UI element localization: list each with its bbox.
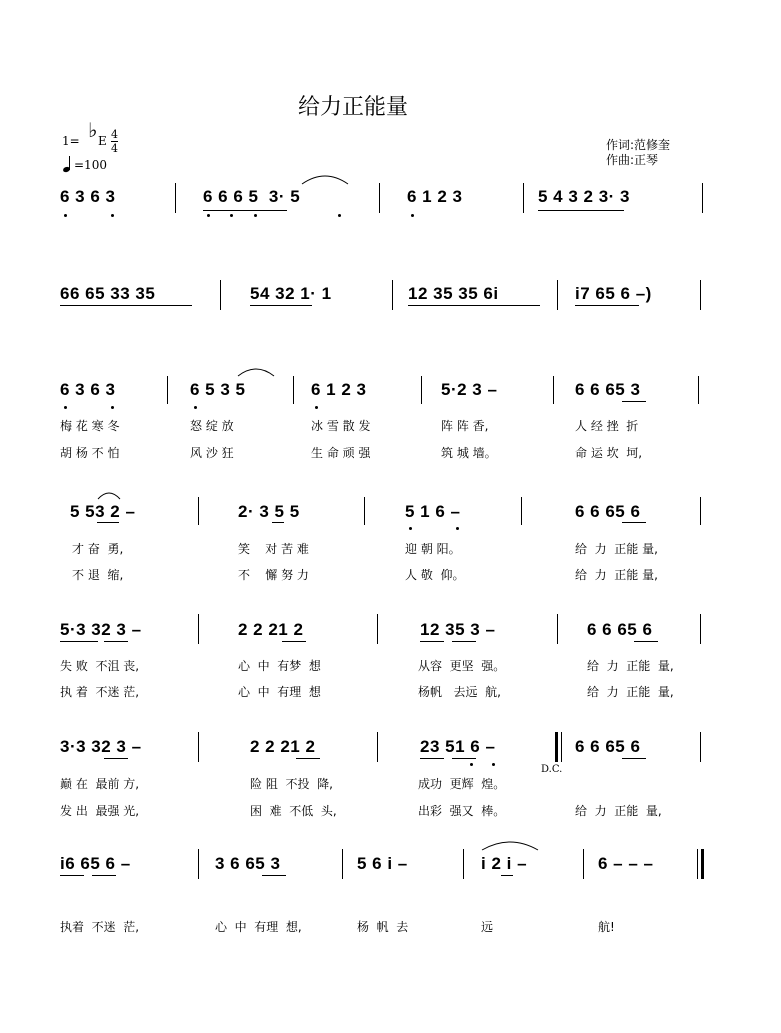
underline <box>60 641 98 642</box>
barline <box>583 849 584 879</box>
low-dot <box>456 527 459 530</box>
dc-mark: D.C. <box>541 764 563 775</box>
underline <box>104 641 128 642</box>
slur <box>96 490 122 500</box>
lyric-line-2: 不 懈 努 力 <box>238 568 309 582</box>
barline <box>392 280 393 310</box>
measure: 12 35 3 – <box>420 620 496 639</box>
tempo-value: =100 <box>74 158 107 172</box>
measure: 5·3 32 3 – <box>60 620 142 639</box>
lyric-line-2: 给 力 正能 量, <box>575 568 658 582</box>
lyric-line-2: 杨帆 去远 航, <box>418 685 501 699</box>
lyricist-credit: 作词:范修奎 <box>606 138 671 152</box>
measure: 2· 3 5 5 <box>238 502 300 521</box>
lyric-line-1: 巅 在 最前 方, <box>60 777 140 791</box>
low-dot <box>207 214 210 217</box>
low-dot <box>230 214 233 217</box>
underline <box>203 210 287 211</box>
barline <box>700 732 701 762</box>
lyric-line-1: 杨 帆 去 <box>357 920 409 934</box>
barline <box>421 376 422 404</box>
lyric-line-2: 出彩 强又 棒。 <box>418 804 506 818</box>
barline <box>198 849 199 879</box>
lyric-line-2: 给 力 正能 量, <box>587 685 674 699</box>
barline <box>220 280 221 310</box>
low-dot <box>111 214 114 217</box>
lyric-line-2: 人 敬 仰。 <box>405 568 465 582</box>
measure: i7 65 6 –) <box>575 284 652 303</box>
lyric-line-1: 怒 绽 放 <box>190 419 234 433</box>
underline <box>575 305 639 306</box>
low-dot <box>315 406 318 409</box>
underline <box>452 641 476 642</box>
measure: 2 2 21 2 <box>250 737 316 756</box>
slur <box>236 366 276 378</box>
lyric-line-2: 给 力 正能 量, <box>575 804 662 818</box>
slur <box>300 172 350 186</box>
measure: 6 3 6 3 <box>60 187 116 206</box>
measure: 5 53 2 – <box>70 502 136 521</box>
underline <box>501 875 513 876</box>
measure: 5 6 i – <box>357 854 408 873</box>
time-signature <box>111 128 118 155</box>
time-bottom: 4 <box>111 142 118 155</box>
key-letter: E <box>98 134 107 148</box>
thick-barline <box>555 732 558 762</box>
lyric-line-1: 成功 更辉 煌。 <box>418 777 506 791</box>
low-dot <box>492 763 495 766</box>
low-dot <box>254 214 257 217</box>
low-dot <box>338 214 341 217</box>
barline <box>700 280 701 310</box>
lyric-line-1: 迎 朝 阳。 <box>405 542 461 556</box>
underline <box>622 401 646 402</box>
quarter-note-icon <box>62 156 74 172</box>
barline <box>198 614 199 644</box>
underline <box>420 758 444 759</box>
lyric-line-1: 梅 花 寒 冬 <box>60 419 120 433</box>
barline <box>364 497 365 525</box>
measure: 6 – – – <box>598 854 654 873</box>
underline <box>97 522 119 523</box>
lyric-line-2: 执 着 不迷 茫, <box>60 685 140 699</box>
barline <box>521 497 522 525</box>
lyric-line-2: 命 运 坎 坷, <box>575 446 643 460</box>
measure: 6 1 2 3 <box>407 187 463 206</box>
barline <box>342 849 343 879</box>
measure: 6 5 3 5 <box>190 380 246 399</box>
barline <box>175 183 176 213</box>
barline <box>377 732 378 762</box>
underline <box>634 641 658 642</box>
lyric-line-1: 从容 更坚 强。 <box>418 659 506 673</box>
lyric-line-2: 发 出 最强 光, <box>60 804 140 818</box>
measure: 6 6 65 6 <box>575 737 641 756</box>
final-barline <box>701 849 704 879</box>
slur <box>480 838 540 852</box>
low-dot <box>411 214 414 217</box>
underline <box>60 875 84 876</box>
lyric-line-1: 心 中 有梦 想 <box>238 659 321 673</box>
key-prefix: 1= <box>62 134 80 148</box>
low-dot <box>64 406 67 409</box>
measure: 2 2 21 2 <box>238 620 304 639</box>
barline <box>523 183 524 213</box>
barline <box>198 497 199 525</box>
lyric-line-2: 风 沙 狂 <box>190 446 234 460</box>
time-top: 4 <box>111 128 118 141</box>
lyric-line-2: 心 中 有理 想 <box>238 685 321 699</box>
underline <box>104 758 128 759</box>
measure: 6 6 65 3 <box>575 380 641 399</box>
lyric-line-2: 筑 城 墙。 <box>441 446 497 460</box>
underline <box>92 875 116 876</box>
barline <box>557 280 558 310</box>
lyric-line-2: 胡 杨 不 怕 <box>60 446 120 460</box>
underline <box>250 305 312 306</box>
lyric-line-1: 险 阻 不投 降, <box>250 777 333 791</box>
lyric-line-1: 人 经 挫 折 <box>575 419 639 433</box>
underline <box>282 641 306 642</box>
song-title: 给力正能量 <box>298 95 409 120</box>
lyric-line-1: 阵 阵 香, <box>441 419 489 433</box>
measure: 66 65 33 35 <box>60 284 156 303</box>
lyric-line-1: 笑 对 苦 难 <box>238 542 309 556</box>
lyric-line-2: 困 难 不低 头, <box>250 804 337 818</box>
lyric-line-1: 心 中 有理 想, <box>215 920 302 934</box>
barline <box>702 183 703 213</box>
lyric-line-2: 不 退 缩, <box>72 568 124 582</box>
measure: 12 35 35 6i <box>408 284 499 303</box>
barline <box>700 614 701 644</box>
measure: i6 65 6 – <box>60 854 131 873</box>
barline <box>561 732 562 762</box>
lyric-line-1: 航! <box>598 920 615 934</box>
barline <box>198 732 199 762</box>
lyric-line-2: 生 命 顽 强 <box>311 446 371 460</box>
barline <box>377 614 378 644</box>
measure: 5 4 3 2 3· 3 <box>538 187 631 206</box>
barline <box>557 614 558 644</box>
lyric-line-1: 给 力 正能 量, <box>575 542 658 556</box>
lyric-line-1: 给 力 正能 量, <box>587 659 674 673</box>
low-dot <box>470 763 473 766</box>
low-dot <box>64 214 67 217</box>
underline <box>622 758 646 759</box>
measure: 3 6 65 3 <box>215 854 281 873</box>
measure: 54 32 1· 1 <box>250 284 332 303</box>
measure: 6 3 6 3 <box>60 380 116 399</box>
barline <box>698 376 699 404</box>
low-dot <box>409 527 412 530</box>
lyric-line-1: 远 <box>481 920 494 934</box>
underline <box>296 758 320 759</box>
measure: 6 6 65 6 <box>587 620 653 639</box>
lyric-line-1: 执着 不迷 茫, <box>60 920 140 934</box>
underline <box>452 758 476 759</box>
measure: 6 6 6 5 3· 5 <box>203 187 301 206</box>
barline <box>553 376 554 404</box>
measure: 6 1 2 3 <box>311 380 367 399</box>
barline <box>700 497 701 525</box>
lyric-line-1: 失 败 不沮 丧, <box>60 659 140 673</box>
underline <box>538 210 624 211</box>
measure: 6 6 65 6 <box>575 502 641 521</box>
flat-sign: ♭ <box>88 118 98 142</box>
measure: 3·3 32 3 – <box>60 737 142 756</box>
underline <box>408 305 540 306</box>
underline <box>622 522 646 523</box>
underline <box>272 522 284 523</box>
underline <box>60 305 192 306</box>
measure: i 2 i – <box>481 854 528 873</box>
measure: 5 1 6 – <box>405 502 461 521</box>
barline <box>379 183 380 213</box>
barline <box>697 849 698 879</box>
barline <box>463 849 464 879</box>
lyric-line-1: 冰 雪 散 发 <box>311 419 371 433</box>
barline <box>293 376 294 404</box>
underline <box>262 875 286 876</box>
low-dot <box>194 406 197 409</box>
measure: 23 51 6 – <box>420 737 496 756</box>
low-dot <box>111 406 114 409</box>
barline <box>167 376 168 404</box>
composer-credit: 作曲:正琴 <box>606 153 659 167</box>
lyric-line-1: 才 奋 勇, <box>72 542 124 556</box>
tempo-mark <box>62 156 107 172</box>
measure: 5·2 3 – <box>441 380 498 399</box>
underline <box>420 641 444 642</box>
